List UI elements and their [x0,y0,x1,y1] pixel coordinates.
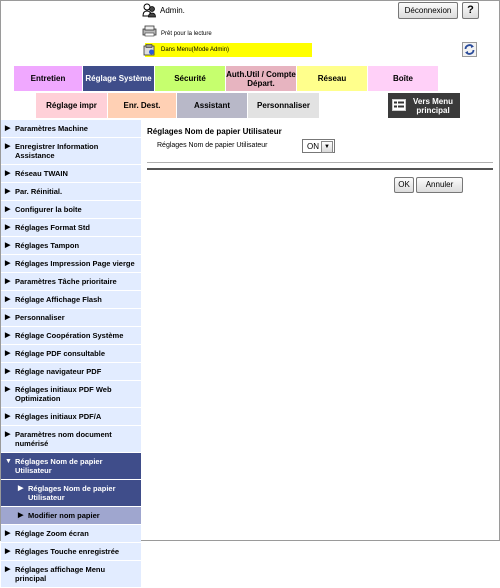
sidebar-item[interactable] [1,183,141,201]
field-label: Réglages Nom de papier Utilisateur [157,142,268,149]
refresh-icon[interactable] [462,42,477,57]
sidebar-item-label: Réglage PDF consultable [15,349,106,358]
expand-right-icon: ▶ [5,260,11,267]
page-title: Réglages Nom de papier Utilisateur [147,127,282,136]
expand-right-icon: ▶ [5,314,11,321]
expand-right-icon: ▶ [5,242,11,249]
expand-right-icon: ▶ [5,143,11,150]
sidebar-item[interactable] [1,291,141,309]
sidebar-item[interactable] [1,219,141,237]
tab-reseau[interactable]: Réseau [297,66,367,91]
expand-right-icon: ▶ [5,530,11,537]
admin-mode-icon [143,44,156,56]
sidebar-item[interactable] [1,273,141,291]
sidebar-item-label: Réglages Format Std [15,223,91,232]
sidebar [1,120,141,588]
sidebar-item[interactable] [1,381,141,408]
expand-right-icon: ▶ [5,188,11,195]
expand-right-icon: ▶ [5,170,11,177]
tab-securite[interactable]: Sécurité [155,66,225,91]
main-menu-button[interactable] [388,93,460,118]
sidebar-item[interactable] [1,363,141,381]
cancel-button[interactable]: Annuler [416,177,463,193]
sidebar-subitem-active[interactable] [1,480,141,507]
sidebar-item-label: Modifier nom papier [28,511,100,520]
sidebar-item-label: Réglage Coopération Système [15,331,124,340]
expand-right-icon: ▶ [5,296,11,303]
sidebar-item-label: Réglages affichage Menu principal [15,565,106,583]
sidebar-item-open[interactable] [1,453,141,480]
mode-text: Dans Menu(Mode Admin) [161,47,230,53]
expand-down-icon: ▼ [5,458,12,465]
sidebar-item-label: Réglage Affichage Flash [15,295,102,304]
sidebar-item[interactable] [1,543,141,561]
main-menu-label: Vers Menu principal [412,97,453,115]
sidebar-item[interactable] [1,165,141,183]
sidebar-item-label: Configurer la boîte [15,205,82,214]
sidebar-item[interactable] [1,201,141,219]
tab-assistant[interactable]: Assistant [177,93,247,118]
expand-right-icon: ▶ [5,566,11,573]
expand-right-icon: ▶ [5,386,11,393]
sidebar-item-label: Paramètres Tâche prioritaire [15,277,117,286]
admin-label: Admin. [160,6,185,15]
user-paper-name-select[interactable] [302,139,335,153]
expand-right-icon: ▶ [18,512,24,519]
expand-right-icon: ▶ [18,485,24,492]
mode-bar [145,43,312,57]
sidebar-item-label: Réglages Nom de papier Utilisateur [28,484,116,502]
tab-reglage-impr[interactable]: Réglage impr [36,93,107,118]
logout-button[interactable]: Déconnexion [398,2,458,19]
chevron-down-icon[interactable]: ▼ [321,141,333,153]
tab-reglage-systeme[interactable]: Réglage Système [83,66,154,91]
sidebar-subitem[interactable] [1,507,141,525]
admin-user-icon [142,3,157,18]
sidebar-item[interactable] [1,426,141,453]
sidebar-item[interactable] [1,120,141,138]
sidebar-item-label: Réglages Tampon [15,241,80,250]
sidebar-item-label: Réglage navigateur PDF [15,367,102,376]
sidebar-item[interactable] [1,561,141,588]
sidebar-item-label: Réglage Zoom écran [15,529,89,538]
tab-entretien[interactable]: Entretien [14,66,82,91]
sidebar-item[interactable] [1,408,141,426]
help-button[interactable]: ? [462,2,479,19]
status-text: Prêt pour la lecture [161,31,212,37]
tab-auth-util[interactable]: Auth.Util / Compte Départ. [226,66,296,91]
sidebar-item-label: Enregistrer Information Assistance [15,142,99,160]
expand-right-icon: ▶ [5,206,11,213]
expand-right-icon: ▶ [5,332,11,339]
sidebar-item-label: Réglages Impression Page vierge [15,259,135,268]
sidebar-item-label: Par. Réinitial. [15,187,63,196]
expand-right-icon: ▶ [5,368,11,375]
main-menu-icon [392,99,406,111]
sidebar-item-label: Réglages Touche enregistrée [15,547,120,556]
divider-thick [147,168,493,170]
tab-boite[interactable]: Boîte [368,66,438,91]
expand-right-icon: ▶ [5,431,11,438]
ok-button[interactable]: OK [394,177,414,193]
expand-right-icon: ▶ [5,224,11,231]
divider [147,162,493,163]
sidebar-item-label: Paramètres Machine [15,124,88,133]
select-value: ON [307,142,319,151]
expand-right-icon: ▶ [5,548,11,555]
expand-right-icon: ▶ [5,350,11,357]
sidebar-item-label: Réglages Nom de papier Utilisateur [15,457,103,475]
sidebar-item-label: Personnaliser [15,313,65,322]
sidebar-item[interactable] [1,255,141,273]
sidebar-item[interactable] [1,309,141,327]
printer-status-icon [142,25,157,37]
expand-right-icon: ▶ [5,413,11,420]
expand-right-icon: ▶ [5,125,11,132]
sidebar-item-label: Réglages initiaux PDF/A [15,412,102,421]
sidebar-item[interactable] [1,138,141,165]
sidebar-item[interactable] [1,345,141,363]
tab-personnaliser[interactable]: Personnaliser [248,93,319,118]
sidebar-item[interactable] [1,237,141,255]
sidebar-item-label: Réseau TWAIN [15,169,68,178]
sidebar-item-label: Réglages initiaux PDF Web Optimization [15,385,112,403]
sidebar-item[interactable] [1,525,141,543]
tab-enr-dest[interactable]: Enr. Dest. [108,93,176,118]
sidebar-item[interactable] [1,327,141,345]
sidebar-item-label: Paramètres nom document numérisé [15,430,112,448]
expand-right-icon: ▶ [5,278,11,285]
